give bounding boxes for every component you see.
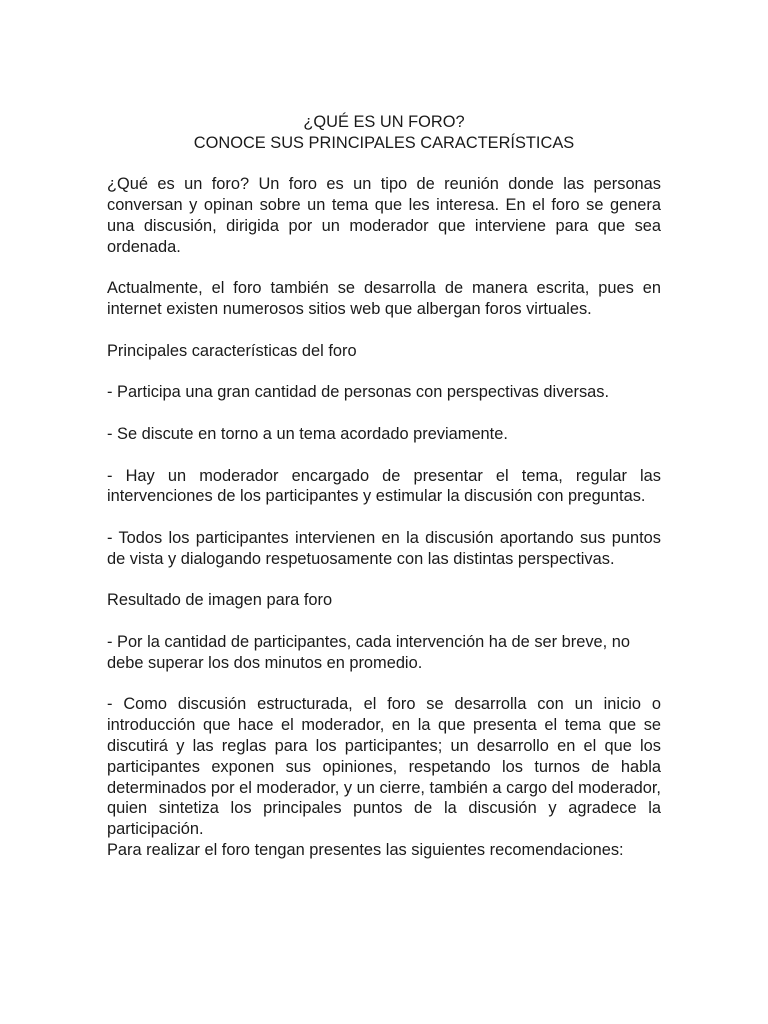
list-item-participants: - Participa una gran cantidad de personas con perspectivas diversas. (107, 383, 610, 402)
document-body (107, 112, 661, 861)
paragraph-recommendations: Para realizar el foro tengan presentes las siguientes recomendaciones: (107, 840, 624, 859)
list-item-brief: - Por la cantidad de participantes, cada intervención ha de ser breve, no debe superar los dos minutos en promedio. (107, 632, 630, 672)
document-title (107, 112, 661, 154)
paragraph-intro: ¿Qué es un foro? Un foro es un tipo de reunión donde las personas conversan y opinan sobre un tema que les interesa. En el foro se genera una discusión, dirigida por un moderador que interviene para que sea ordenada. (107, 175, 661, 256)
section-heading-characteristics: Principales características del foro (107, 341, 357, 360)
list-item-moderator: - Hay un moderador encargado de presentar el tema, regular las intervenciones de los participantes y estimular la discusión con preguntas. (107, 466, 661, 506)
image-result-caption: Resultado de imagen para foro (107, 591, 333, 610)
list-item-structure: - Como discusión estructurada, el foro se desarrolla con un inicio o introducción que hace el moderador, en la que presenta el tema que se discutirá y las reglas para los participantes; un desarrollo en el que los participantes exponen sus opiniones, respetando los turnos de habla determinados por el moderador, y un cierre, también a cargo del moderador, quien sintetiza los principales puntos de la discusión y agradece la participación. (107, 695, 661, 839)
title-line-1: ¿QUÉ ES UN FORO? (303, 113, 465, 131)
paragraph-written-forum: Actualmente, el foro también se desarrolla de manera escrita, pues en internet existen numerosos sitios web que albergan foros virtuales. (107, 279, 661, 319)
title-line-2: CONOCE SUS PRINCIPALES CARACTERÍSTICAS (193, 133, 575, 152)
list-item-topic: - Se discute en torno a un tema acordado previamente. (107, 424, 508, 443)
list-item-intervene: - Todos los participantes intervienen en la discusión aportando sus puntos de vista y dialogando respetuosamente con las distintas perspectivas. (107, 528, 661, 568)
